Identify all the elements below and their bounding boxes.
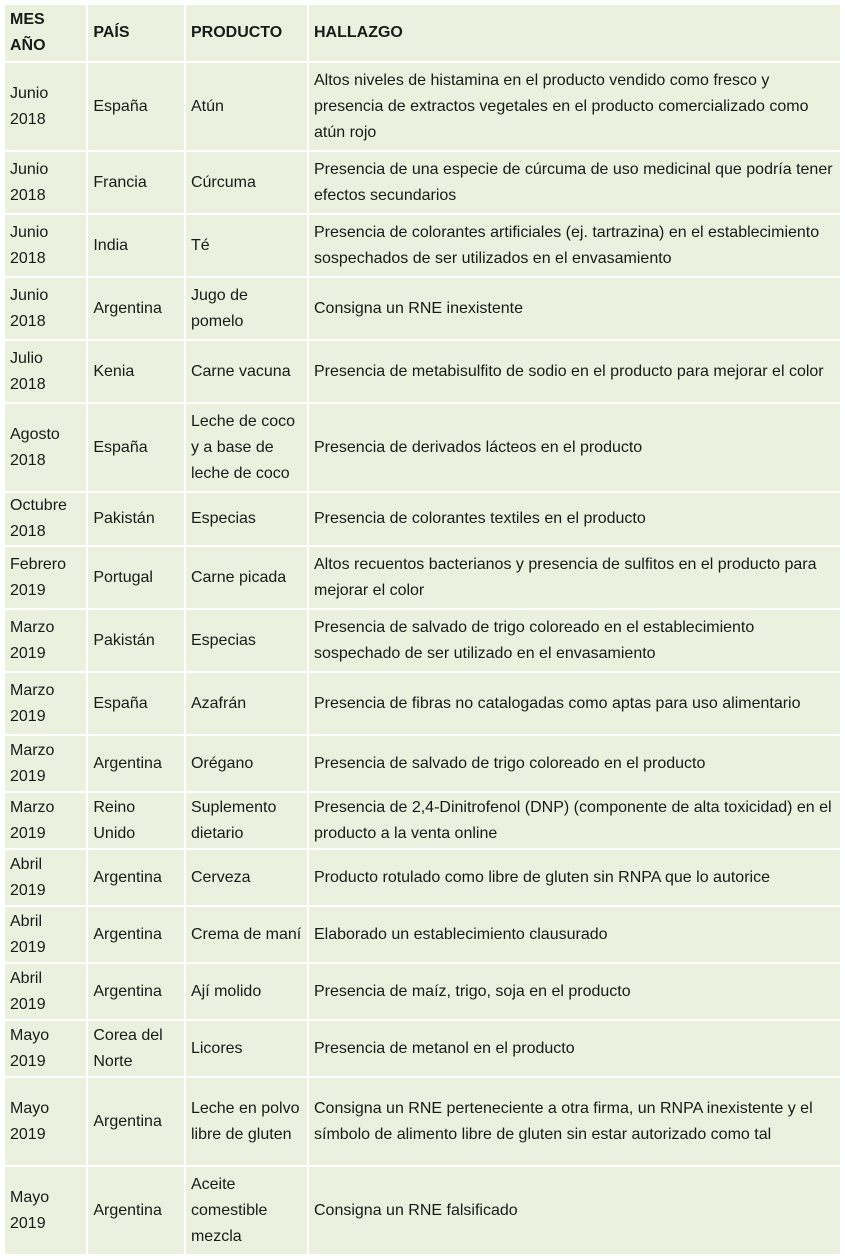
- cell-fecha: Mayo 2019: [5, 1021, 86, 1076]
- table-row: [5, 215, 840, 276]
- cell-producto: Té: [186, 215, 307, 276]
- cell-pais: España: [88, 63, 184, 150]
- cell-pais: Argentina: [88, 907, 184, 962]
- cell-hallazgo: Consigna un RNE falsificado: [309, 1167, 840, 1254]
- table-row: [5, 341, 840, 402]
- cell-fecha: Junio 2018: [5, 215, 86, 276]
- cell-hallazgo: Consigna un RNE inexistente: [309, 278, 840, 339]
- cell-fecha: Junio 2018: [5, 152, 86, 213]
- cell-fecha: Marzo 2019: [5, 610, 86, 671]
- cell-hallazgo: Presencia de colorantes artificiales (ej. tartrazina) en el establecimiento sospechados de ser utilizados en el envasamiento: [309, 215, 840, 276]
- cell-fecha: Octubre 2018: [5, 493, 86, 545]
- table-row: [5, 63, 840, 150]
- cell-fecha: Marzo 2019: [5, 736, 86, 791]
- cell-fecha: Marzo 2019: [5, 673, 86, 734]
- cell-fecha: Mayo 2019: [5, 1078, 86, 1165]
- findings-table: [3, 3, 842, 1256]
- table-row: [5, 1167, 840, 1254]
- cell-fecha: Marzo 2019: [5, 793, 86, 848]
- cell-fecha: Junio 2018: [5, 278, 86, 339]
- cell-producto: Leche en polvo libre de gluten: [186, 1078, 307, 1165]
- table-row: [5, 736, 840, 791]
- cell-hallazgo: Presencia de una especie de cúrcuma de uso medicinal que podría tener efectos secundarios: [309, 152, 840, 213]
- cell-pais: Corea del Norte: [88, 1021, 184, 1076]
- cell-pais: Francia: [88, 152, 184, 213]
- cell-hallazgo: Presencia de 2,4-Dinitrofenol (DNP) (componente de alta toxicidad) en el producto a la venta online: [309, 793, 840, 848]
- cell-pais: Pakistán: [88, 493, 184, 545]
- header-pais: PAÍS: [88, 5, 184, 61]
- cell-fecha: Abril 2019: [5, 907, 86, 962]
- cell-hallazgo: Elaborado un establecimiento clausurado: [309, 907, 840, 962]
- cell-producto: Azafrán: [186, 673, 307, 734]
- table-row: [5, 493, 840, 545]
- table-row: [5, 793, 840, 848]
- cell-pais: Kenia: [88, 341, 184, 402]
- cell-fecha: Abril 2019: [5, 850, 86, 905]
- cell-producto: Crema de maní: [186, 907, 307, 962]
- cell-fecha: Agosto 2018: [5, 404, 86, 491]
- header-hallazgo: HALLAZGO: [309, 5, 840, 61]
- cell-hallazgo: Presencia de derivados lácteos en el producto: [309, 404, 840, 491]
- header-producto: PRODUCTO: [186, 5, 307, 61]
- cell-producto: Suplemento dietario: [186, 793, 307, 848]
- cell-producto: Especias: [186, 493, 307, 545]
- cell-producto: Carne vacuna: [186, 341, 307, 402]
- cell-pais: España: [88, 404, 184, 491]
- table-row: [5, 673, 840, 734]
- cell-hallazgo: Presencia de fibras no catalogadas como aptas para uso alimentario: [309, 673, 840, 734]
- table-row: [5, 1078, 840, 1165]
- cell-fecha: Junio 2018: [5, 63, 86, 150]
- cell-producto: Especias: [186, 610, 307, 671]
- cell-fecha: Julio 2018: [5, 341, 86, 402]
- table-body: [5, 63, 840, 1254]
- cell-producto: Atún: [186, 63, 307, 150]
- cell-producto: Ají molido: [186, 964, 307, 1019]
- cell-producto: Orégano: [186, 736, 307, 791]
- cell-producto: Jugo de pomelo: [186, 278, 307, 339]
- cell-pais: India: [88, 215, 184, 276]
- cell-producto: Licores: [186, 1021, 307, 1076]
- cell-producto: Leche de coco y a base de leche de coco: [186, 404, 307, 491]
- cell-hallazgo: Presencia de salvado de trigo coloreado en el establecimiento sospechado de ser utilizado en el envasamiento: [309, 610, 840, 671]
- table-row: [5, 547, 840, 608]
- cell-producto: Aceite comestible mezcla: [186, 1167, 307, 1254]
- cell-pais: España: [88, 673, 184, 734]
- cell-hallazgo: Presencia de metabisulfito de sodio en el producto para mejorar el color: [309, 341, 840, 402]
- cell-pais: Argentina: [88, 1167, 184, 1254]
- header-fecha: MES AÑO: [5, 5, 86, 61]
- table-row: [5, 610, 840, 671]
- cell-producto: Cerveza: [186, 850, 307, 905]
- table-row: [5, 964, 840, 1019]
- cell-pais: Argentina: [88, 278, 184, 339]
- table-row: [5, 850, 840, 905]
- cell-hallazgo: Consigna un RNE perteneciente a otra firma, un RNPA inexistente y el símbolo de alimento libre de gluten sin estar autorizado como tal: [309, 1078, 840, 1165]
- cell-hallazgo: Altos niveles de histamina en el producto vendido como fresco y presencia de extractos vegetales en el producto comercializado como atún rojo: [309, 63, 840, 150]
- cell-producto: Carne picada: [186, 547, 307, 608]
- cell-hallazgo: Altos recuentos bacterianos y presencia de sulfitos en el producto para mejorar el color: [309, 547, 840, 608]
- cell-pais: Reino Unido: [88, 793, 184, 848]
- header-row: [5, 5, 840, 61]
- cell-pais: Argentina: [88, 964, 184, 1019]
- cell-pais: Pakistán: [88, 610, 184, 671]
- cell-fecha: Abril 2019: [5, 964, 86, 1019]
- table-row: [5, 907, 840, 962]
- cell-fecha: Febrero 2019: [5, 547, 86, 608]
- cell-hallazgo: Producto rotulado como libre de gluten sin RNPA que lo autorice: [309, 850, 840, 905]
- cell-fecha: Mayo 2019: [5, 1167, 86, 1254]
- cell-hallazgo: Presencia de salvado de trigo coloreado en el producto: [309, 736, 840, 791]
- cell-pais: Portugal: [88, 547, 184, 608]
- cell-hallazgo: Presencia de metanol en el producto: [309, 1021, 840, 1076]
- table-row: [5, 404, 840, 491]
- cell-producto: Cúrcuma: [186, 152, 307, 213]
- table-row: [5, 278, 840, 339]
- cell-pais: Argentina: [88, 1078, 184, 1165]
- cell-hallazgo: Presencia de colorantes textiles en el producto: [309, 493, 840, 545]
- cell-pais: Argentina: [88, 850, 184, 905]
- table-row: [5, 1021, 840, 1076]
- cell-pais: Argentina: [88, 736, 184, 791]
- cell-hallazgo: Presencia de maíz, trigo, soja en el producto: [309, 964, 840, 1019]
- table-row: [5, 152, 840, 213]
